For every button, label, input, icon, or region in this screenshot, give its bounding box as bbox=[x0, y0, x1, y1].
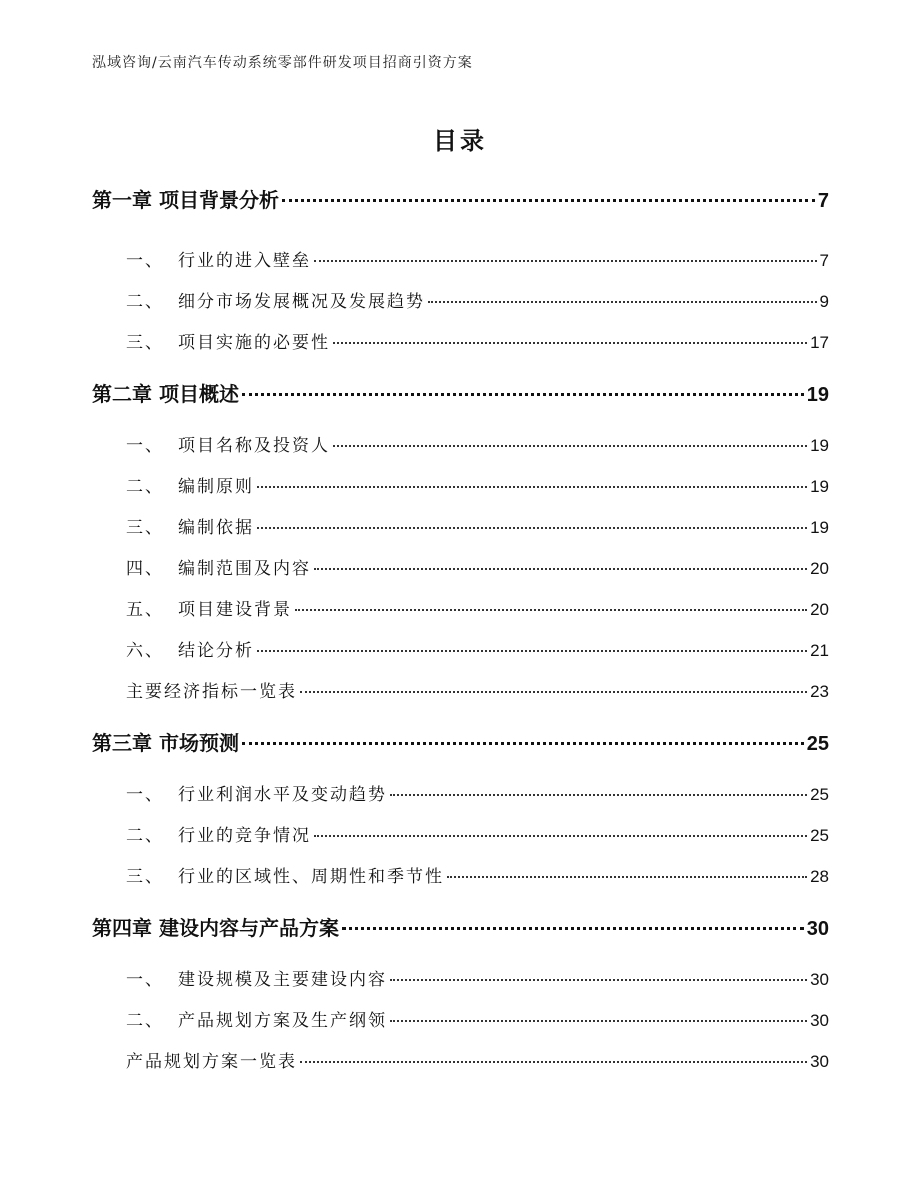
toc-page-number: 20 bbox=[810, 559, 829, 578]
dot-leader bbox=[300, 691, 807, 693]
dot-leader bbox=[257, 527, 807, 529]
toc-entry-label: 产品规划方案一览表 bbox=[126, 1052, 297, 1072]
dot-leader bbox=[257, 486, 807, 488]
toc-entry-label: 一、 建设规模及主要建设内容 bbox=[126, 970, 387, 990]
toc-page-number: 30 bbox=[810, 970, 829, 989]
toc-page-number: 25 bbox=[810, 826, 829, 845]
dot-leader bbox=[390, 1020, 807, 1022]
toc-entry-label: 一、 项目名称及投资人 bbox=[126, 436, 330, 456]
toc-section-entry[interactable] bbox=[92, 287, 829, 312]
toc-section-entry[interactable] bbox=[92, 1006, 829, 1031]
dot-leader bbox=[390, 794, 807, 796]
toc-section-entry[interactable] bbox=[92, 636, 829, 661]
dot-leader bbox=[333, 445, 807, 447]
running-header: 泓域咨询/云南汽车传动系统零部件研发项目招商引资方案 bbox=[92, 55, 473, 71]
toc-page-number: 20 bbox=[810, 600, 829, 619]
toc-table-entry[interactable] bbox=[92, 1047, 829, 1072]
toc-section-entry[interactable] bbox=[92, 328, 829, 353]
toc-page-number: 30 bbox=[810, 1011, 829, 1030]
toc-page-number: 19 bbox=[806, 384, 829, 406]
toc-page-number: 23 bbox=[810, 682, 829, 701]
toc-section-entry[interactable] bbox=[92, 821, 829, 846]
toc-page-number: 30 bbox=[810, 1052, 829, 1071]
toc-chapter-entry[interactable] bbox=[92, 912, 829, 941]
toc-entry-label: 二、 细分市场发展概况及发展趋势 bbox=[126, 292, 425, 312]
toc-page-number: 7 bbox=[819, 251, 829, 270]
toc-entry-label: 六、 结论分析 bbox=[126, 641, 254, 661]
dot-leader bbox=[282, 199, 815, 202]
toc-entry-label: 第一章 项目背景分析 bbox=[92, 188, 279, 212]
dot-leader bbox=[314, 260, 817, 262]
dot-leader bbox=[342, 927, 804, 930]
toc-entry-label: 三、 项目实施的必要性 bbox=[126, 333, 330, 353]
dot-leader bbox=[390, 979, 807, 981]
toc-page-number: 28 bbox=[810, 867, 829, 886]
toc-entry-label: 第二章 项目概述 bbox=[92, 382, 239, 406]
dot-leader bbox=[428, 301, 817, 303]
toc-page-number: 19 bbox=[810, 436, 829, 455]
dot-leader bbox=[242, 393, 804, 396]
toc-page-number: 25 bbox=[806, 733, 829, 755]
toc-chapter-entry[interactable] bbox=[92, 184, 829, 213]
toc-entry-label: 四、 编制范围及内容 bbox=[126, 559, 311, 579]
dot-leader bbox=[257, 650, 807, 652]
toc-entry-label: 二、 编制原则 bbox=[126, 477, 254, 497]
toc-table-entry[interactable] bbox=[92, 677, 829, 702]
toc-entry-label: 第四章 建设内容与产品方案 bbox=[92, 916, 339, 940]
toc-chapter-entry[interactable] bbox=[92, 378, 829, 407]
toc-section-entry[interactable] bbox=[92, 513, 829, 538]
toc-entry-label: 一、 行业的进入壁垒 bbox=[126, 251, 311, 271]
toc-entry-label: 主要经济指标一览表 bbox=[126, 682, 297, 702]
dot-leader bbox=[295, 609, 807, 611]
toc-page-number: 30 bbox=[806, 918, 829, 940]
toc-page-number: 19 bbox=[810, 477, 829, 496]
toc-section-entry[interactable] bbox=[92, 595, 829, 620]
toc-page-number: 9 bbox=[819, 292, 829, 311]
toc-entry-label: 三、 编制依据 bbox=[126, 518, 254, 538]
dot-leader bbox=[333, 342, 807, 344]
toc-title: 目录 bbox=[433, 127, 487, 155]
toc-page-number: 21 bbox=[810, 641, 829, 660]
dot-leader bbox=[300, 1061, 807, 1063]
toc-page-number: 25 bbox=[810, 785, 829, 804]
toc-entry-label: 五、 项目建设背景 bbox=[126, 600, 292, 620]
toc-section-entry[interactable] bbox=[92, 780, 829, 805]
dot-leader bbox=[447, 876, 807, 878]
toc-page-number: 17 bbox=[810, 333, 829, 352]
toc-entry-label: 二、 产品规划方案及生产纲领 bbox=[126, 1011, 387, 1031]
toc-section-entry[interactable] bbox=[92, 554, 829, 579]
toc-section-entry[interactable] bbox=[92, 965, 829, 990]
dot-leader bbox=[242, 742, 804, 745]
toc-page-number: 19 bbox=[810, 518, 829, 537]
dot-leader bbox=[314, 835, 807, 837]
toc-entry-label: 二、 行业的竞争情况 bbox=[126, 826, 311, 846]
dot-leader bbox=[314, 568, 807, 570]
toc-entry-label: 一、 行业利润水平及变动趋势 bbox=[126, 785, 387, 805]
table-of-contents bbox=[92, 0, 829, 1191]
toc-entry-label: 三、 行业的区域性、周期性和季节性 bbox=[126, 867, 444, 887]
toc-page-number: 7 bbox=[817, 190, 829, 212]
toc-chapter-entry[interactable] bbox=[92, 727, 829, 756]
toc-section-entry[interactable] bbox=[92, 862, 829, 887]
toc-section-entry[interactable] bbox=[92, 472, 829, 497]
toc-entry-label: 第三章 市场预测 bbox=[92, 731, 239, 755]
toc-section-entry[interactable] bbox=[92, 431, 829, 456]
toc-section-entry[interactable] bbox=[92, 246, 829, 271]
